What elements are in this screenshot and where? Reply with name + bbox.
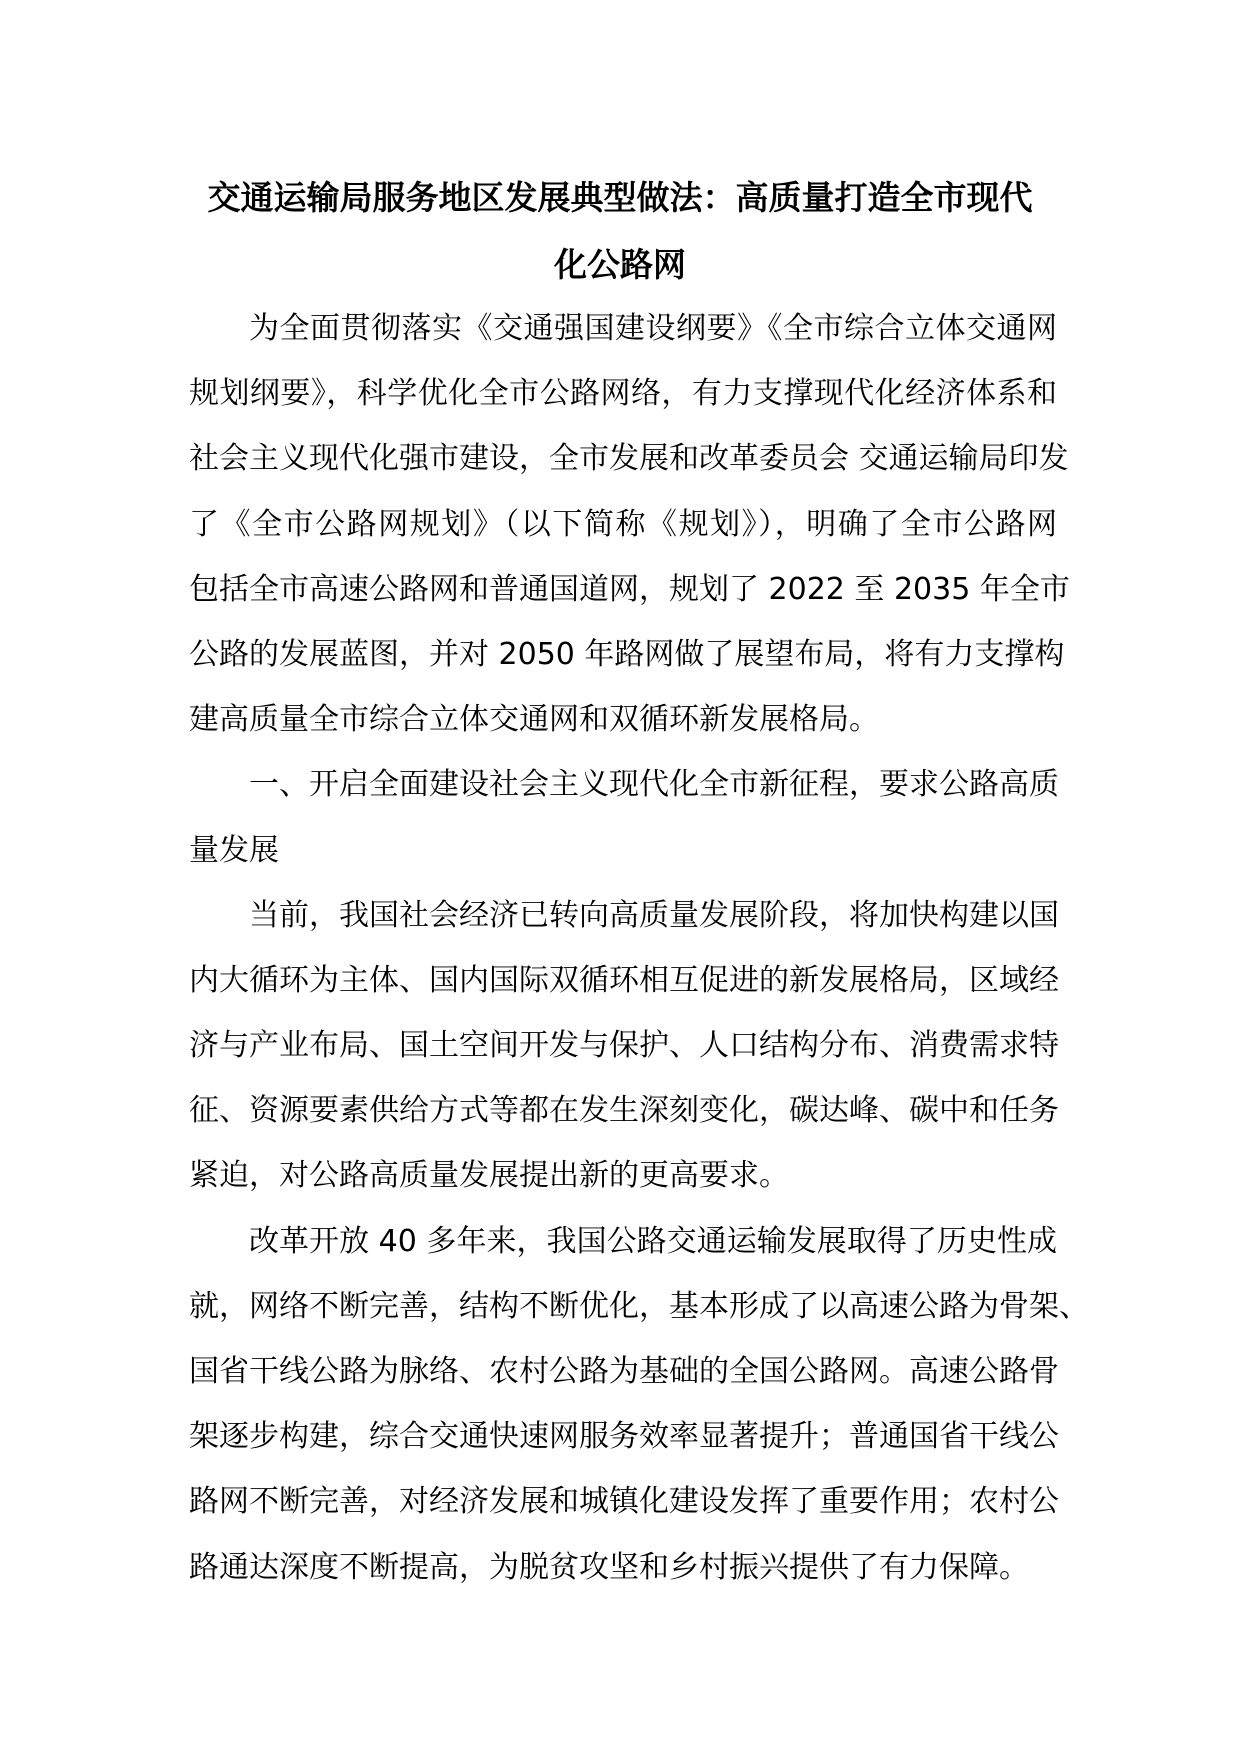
document-body <box>189 296 1089 1600</box>
text-line: 路网不断完善，对经济发展和城镇化建设发挥了重要作用；农村公 <box>189 1484 1059 1520</box>
title-line: 化公路网 <box>554 245 686 284</box>
text-line: 济与产业布局、国土空间开发与保护、人口结构分布、消费需求特 <box>189 1028 1059 1064</box>
text-line: 量发展 <box>189 832 279 868</box>
text-line: 建高质量全市综合立体交通网和双循环新发展格局。 <box>189 702 879 738</box>
section-heading <box>189 752 1057 882</box>
text-line: 紧迫，对公路高质量发展提出新的更高要求。 <box>189 1158 789 1194</box>
text-line: 征、资源要素供给方式等都在发生深刻变化，碳达峰、碳中和任务 <box>189 1093 1059 1129</box>
text-line: 当前，我国社会经济已转向高质量发展阶段，将加快构建以国 <box>249 897 1059 933</box>
text-line: 路通达深度不断提高，为脱贫攻坚和乡村振兴提供了有力保障。 <box>189 1549 1029 1585</box>
document-title <box>0 164 1240 298</box>
title-line: 交通运输局服务地区发展典型做法：高质量打造全市现代 <box>207 178 1033 217</box>
text-line: 规划纲要》，科学优化全市公路网络，有力支撑现代化经济体系和 <box>189 376 1057 412</box>
text-line: 一、开启全面建设社会主义现代化全市新征程，要求公路高质 <box>249 767 1059 803</box>
text-line: 内大循环为主体、国内国际双循环相互促进的新发展格局，区域经 <box>189 962 1059 998</box>
text-line: 包括全市高速公路网和普通国道网，规划了 2022 至 2035 年全市 <box>189 571 1070 607</box>
text-line: 了《全市公路网规划》（以下简称《规划》），明确了全市公路网 <box>189 506 1057 542</box>
paragraph-achievements <box>189 1209 1089 1600</box>
text-line: 公路的发展蓝图，并对 2050 年路网做了展望布局，将有力支撑构 <box>189 636 1065 672</box>
paragraph-current-situation <box>189 883 1057 1209</box>
text-line: 社会主义现代化强市建设，全市发展和改革委员会 交通运输局印发 <box>189 441 1069 477</box>
text-line: 国省干线公路为脉络、农村公路为基础的全国公路网。高速公路骨 <box>189 1354 1059 1389</box>
text-line: 改革开放 40 多年来，我国公路交通运输发展取得了历史性成 <box>249 1223 1057 1259</box>
text-line: 架逐步构建，综合交通快速网服务效率显著提升；普通国省干线公 <box>189 1419 1059 1455</box>
paragraph-intro <box>189 296 1070 752</box>
text-line: 为全面贯彻落实《交通强国建设纲要》《全市综合立体交通网 <box>249 311 1057 346</box>
text-line: 就，网络不断完善，结构不断优化，基本形成了以高速公路为骨架、 <box>189 1288 1089 1324</box>
